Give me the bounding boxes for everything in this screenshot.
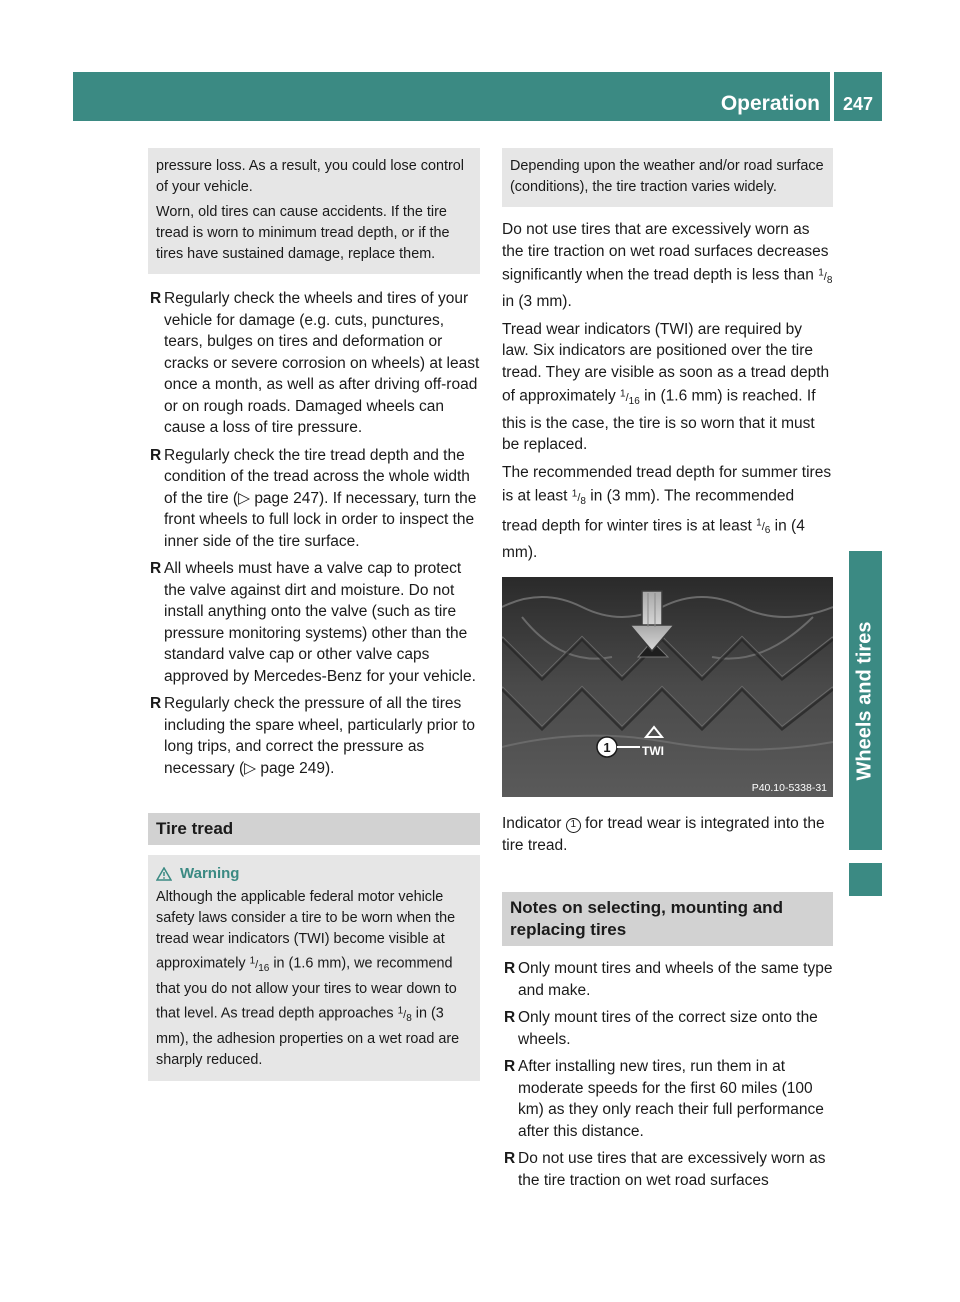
traction-note: Depending upon the weather and/or road surface (conditions), the tire traction varies widely. [510,158,824,195]
callout-number-icon: 1 [566,818,581,833]
paragraph-worn-tires: Do not use tires that are excessively worn as the tire traction on wet road surfaces decreases significantly when the tread depth is less than $^1/_8$ in (3 mm). [502,221,833,311]
list-item: R All wheels must have a valve cap to protect the valve against dirt and moisture. Do not install anything onto the valve (such as tire pressure monitoring systems) other than the standard valve cap or other valve caps approved by Mercedes-Benz for your vehicle. [150,560,476,685]
fraction-1-6: $^1/_6$ [756,517,771,537]
warning-text-b: in (1.6 mm), we recommend that you do not allow your tires to wear down to that level. As tread depth approaches [156,955,457,1022]
image-caption: Indicator 1 for tread wear is integrated into the tire tread. [502,815,825,854]
left-bullet-list [148,288,480,779]
section-heading-notes: Notes on selecting, mounting and replacing tires [502,892,833,946]
warning-continuation-box [148,148,480,274]
list-item: R Do not use tires that are excessively worn as the tire traction on wet road surfaces [504,1150,826,1189]
side-tab-square [849,863,882,896]
bullet-icon: R [150,695,162,712]
box-paragraph-1: pressure loss. As a result, you could lose control of your vehicle. [156,158,464,195]
list-item: R After installing new tires, run them in at moderate speeds for the first 60 miles (100 km) as they only reach their full performance after this distance. [504,1058,824,1140]
list-item: R Regularly check the tire tread depth and the condition of the tread across the whole width of the tire (▷ page 247). If necessary, turn the front wheels to full lock in order to inspect the inner side of the tire surface. [150,446,477,550]
list-item: R Only mount tires of the correct size onto the wheels. [504,1009,818,1048]
tire-tread-image [502,577,833,797]
bullet-icon: R [504,1009,516,1027]
list-item: R Regularly check the pressure of all the tires including the spare wheel, particularly prior to long trips, and correct the pressure as necessary (▷ page 249). [150,695,476,777]
warning-triangle-icon [156,867,172,881]
image-callout-number: 1 [603,740,611,756]
bullet-icon: R [504,1150,516,1168]
bullet-icon: R [150,446,162,464]
bullet-icon: R [150,290,162,307]
paragraph-twi: Tread wear indicators (TWI) are required by law. Six indicators are positioned over the tire tread. They are visible as soon as a tread depth of approximately $^1/_{16}$ in (1.6 mm) is reached. If this is the case, the tire is so worn that it must be replaced. [502,320,830,454]
image-reference-code: P40.10-5338-31 [751,782,827,795]
paragraph-recommended-depth: The recommended tread depth for summer tires is at least $^1/_8$ in (3 mm). The recommended tread depth for winter tires is at least $^1/_6$ in (4 mm). [502,463,832,561]
list-item: R Regularly check the wheels and tires of your vehicle for damage (e.g. cuts, punctures, tears, bulges on tires and deformation or cracks or severe corrosion on wheels) at least once a month, as well as after driving off-road or on rough roads. Damaged wheels can cause a loss of tire pressure. [150,290,480,436]
page-number: 247 [842,94,874,114]
side-tab-label: Wheels and tires [853,621,876,781]
chapter-title: Operation [720,92,820,115]
fraction-1-8: $^1/_8$ [397,1004,412,1024]
bullet-icon: R [504,960,516,978]
left-column [148,148,480,1081]
fraction-1-16: $^1/_{16}$ [249,955,270,974]
traction-note-box [502,148,833,207]
warning-text-c: in (3 mm), the adhesion properties on a wet road are sharply reduced. [156,1005,460,1068]
header-bar [73,72,830,121]
warning-text-a: Although the applicable federal motor vehicle safety laws consider a tire to be worn when the tread wear indicators (TWI) become visible at approximately [156,889,456,972]
bullet-icon: R [504,1058,516,1076]
tire-tread-illustration [502,577,833,797]
bullet-icon: R [150,560,162,577]
right-bullet-list [502,958,833,1191]
list-item: R Only mount tires and wheels of the same type and make. [504,960,833,999]
section-heading-tire-tread: Tire tread [148,813,480,845]
side-tab [849,551,882,850]
right-column [502,148,833,1197]
fraction-1-8: $^1/_8$ [818,267,833,286]
warning-heading: Warning [156,863,472,884]
fraction-1-8: $^1/_8$ [571,488,586,508]
fraction-1-16: $^1/_{16}$ [620,388,640,408]
page-number-box [834,72,882,121]
warning-box [148,855,480,1081]
box-paragraph-2: Worn, old tires can cause accidents. If the tire tread is worn to minimum tread depth, or if the tires have sustained damage, replace them. [156,204,450,262]
image-twi-label: TWI [642,744,664,759]
